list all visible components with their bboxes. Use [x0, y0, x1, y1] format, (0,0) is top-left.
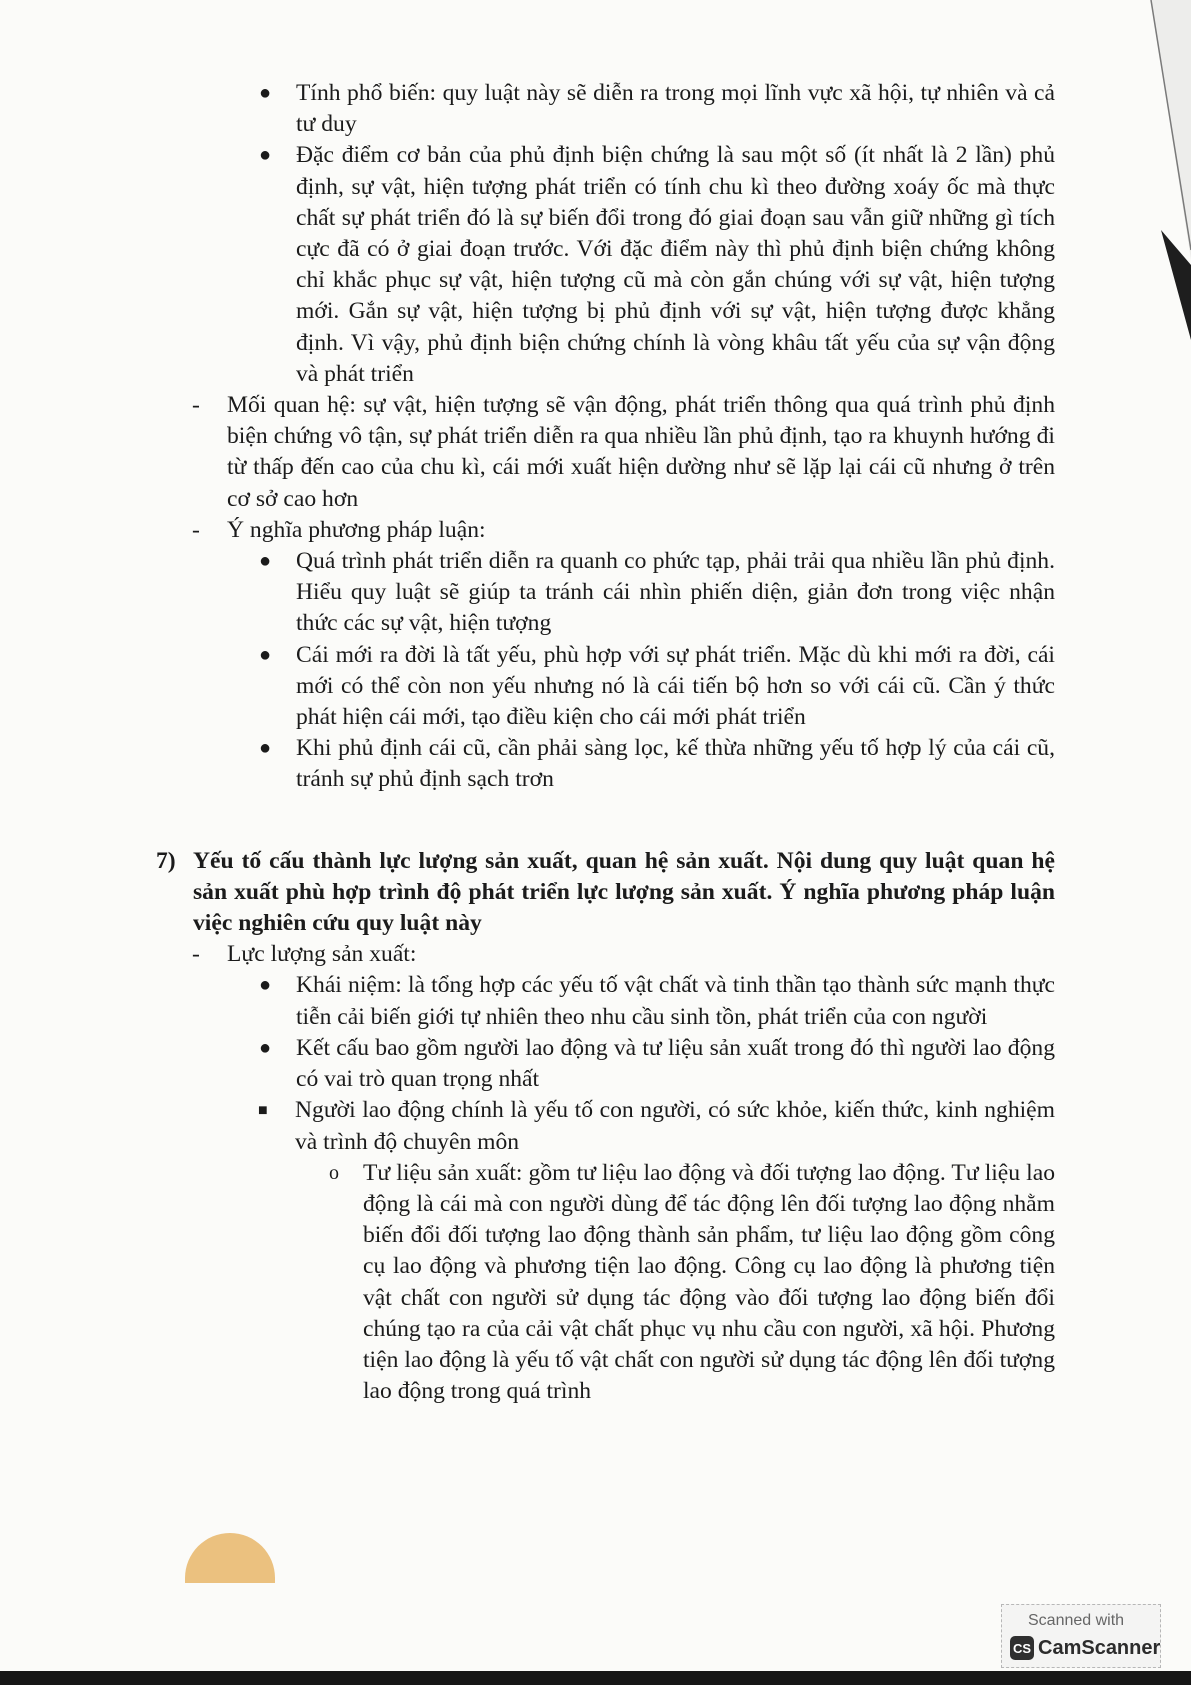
bullet-marker: ●: [259, 643, 272, 666]
dash-item: [155, 390, 1055, 515]
bullet-marker: ●: [259, 1036, 272, 1059]
circle-bullet-marker: o: [329, 1161, 339, 1184]
dash-marker: -: [192, 516, 200, 543]
bullet-text: Khái niệm: là tổng hợp các yếu tố vật chất và tinh thần tạo thành sức mạnh thực tiễn cải biến giới tự nhiên theo nhu cầu sinh tồn, phát triển của con người: [296, 972, 1055, 1030]
dash-marker: -: [192, 392, 200, 419]
circle-bullet-text: Tư liệu sản xuất: gồm tư liệu lao động và đối tượng lao động. Tư liệu lao động là cái mà con người dùng để tác động lên đối tượng lao động nhằm biến đổi đối tượng lao động thành sản phẩm, tư liệu lao động gồm công cụ lao động và phương tiện lao động. Công cụ lao động là phương tiện vật chất con người sử dụng tác động vào đối tượng lao động biến đổi chúng tạo ra của cải vật chất phục vụ nhu cầu con người, xã hội. Phương tiện lao động là yếu tố vật chất con người sử dụng tác động lên đối tượng lao động trong quá trình: [363, 1159, 1055, 1405]
circle-bullet-item: [155, 1158, 1055, 1408]
bullet-text: Cái mới ra đời là tất yếu, phù hợp với sự phát triển. Mặc dù khi mới ra đời, cái mới có thể còn non yếu nhưng nó là cái tiến bộ hơn so với cái cũ. Cần ý thức phát hiện cái mới, tạo điều kiện cho cái mới phát triển: [296, 641, 1055, 731]
section-heading-text: Yếu tố cấu thành lực lượng sản xuất, quan hệ sản xuất. Nội dung quy luật quan hệ sản xuất phù hợp trình độ phát triển lực lượng sản xuất. Ý nghĩa phương pháp luận việc nghiên cứu quy luật này: [193, 847, 1055, 937]
bullet-marker: ●: [259, 144, 272, 167]
section-heading: [155, 846, 1055, 940]
bullet-item: [155, 546, 1055, 640]
section-number: 7): [156, 847, 176, 874]
camscanner-watermark: [1001, 1604, 1161, 1668]
square-bullet-item: [155, 1095, 1055, 1157]
bullet-text: Tính phổ biến: quy luật này sẽ diễn ra trong mọi lĩnh vực xã hội, tự nhiên và cả tư duy: [296, 80, 1055, 138]
bullet-text: Khi phủ định cái cũ, cần phải sàng lọc, kế thừa những yếu tố hợp lý của cái cũ, tránh sự phủ định sạch trơn: [296, 735, 1055, 793]
bullet-item: [155, 970, 1055, 1032]
bullet-marker: ●: [259, 82, 272, 104]
dash-text: Mối quan hệ: sự vật, hiện tượng sẽ vận động, phát triển thông qua quá trình phủ định biện chứng vô tận, sự phát triển diễn ra qua nhiều lần phủ định, tạo ra khuynh hướng đi từ thấp đến cao của chu kì, cái mới xuất hiện dường như sẽ lặp lại cái cũ nhưng ở trên cơ sở cao hơn: [227, 392, 1055, 512]
bullet-marker: ●: [259, 737, 272, 760]
dash-item: [155, 515, 1055, 546]
bullet-item: [155, 640, 1055, 734]
watermark-caption: Scanned with: [1028, 1612, 1125, 1629]
watermark-brand: [1010, 1636, 1160, 1660]
bullet-text: Quá trình phát triển diễn ra quanh co phức tạp, phải trải qua nhiều lần phủ định. Hiểu quy luật sẽ giúp ta tránh cái nhìn phiến diện, giản đơn trong việc nhận thức các sự vật, hiện tượng: [296, 548, 1055, 637]
bullet-marker: ●: [259, 550, 272, 573]
dash-marker: -: [192, 941, 200, 968]
bullet-text: Kết cấu bao gồm người lao động và tư liệu sản xuất trong đó thì người lao động có vai trò quan trọng nhất: [296, 1034, 1055, 1093]
bullet-item: [155, 1033, 1055, 1095]
bullet-item: [155, 78, 1055, 140]
bullet-item: [155, 140, 1055, 390]
bullet-text: Đặc điểm cơ bản của phủ định biện chứng là sau một số (ít nhất là 2 lần) phủ định, sự vật, hiện tượng phát triển có tính chu kì theo đường xoáy ốc mà thực chất sự phát triển đó là sự biến đổi trong đó giai đoạn sau vẫn giữ những gì tích cực đã có ở giai đoạn trước. Với đặc điểm này thì phủ định biện chứng không chỉ khắc phục sự vật, hiện tượng cũ mà còn gắn chúng với sự vật, hiện tượng mới. Gắn sự vật, hiện tượng bị phủ định với sự vật, hiện tượng được khẳng định. Vì vậy, phủ định biện chứng chính là vòng khâu tất yếu của sự vận động và phát triển: [296, 142, 1055, 387]
camscanner-logo-icon: CS: [1010, 1636, 1034, 1660]
dash-item: [155, 939, 1055, 970]
thumb-in-frame: [185, 1533, 275, 1583]
square-bullet-text: Người lao động chính là yếu tố con người, có sức khỏe, kiến thức, kinh nghiệm và trình độ chuyên môn: [295, 1097, 1055, 1155]
document-body: [155, 78, 1055, 1407]
watermark-brand-name: CamScanner: [1038, 1636, 1161, 1659]
dash-text: Lực lượng sản xuất:: [227, 941, 417, 968]
section-gap: [155, 796, 1055, 846]
scan-bottom-edge: [0, 1671, 1191, 1685]
dash-text: Ý nghĩa phương pháp luận:: [227, 516, 486, 543]
paper-fold-edge: [1081, 0, 1191, 360]
bullet-marker: ●: [259, 974, 272, 997]
square-bullet-marker: ■: [258, 1102, 268, 1120]
bullet-item: [155, 733, 1055, 795]
